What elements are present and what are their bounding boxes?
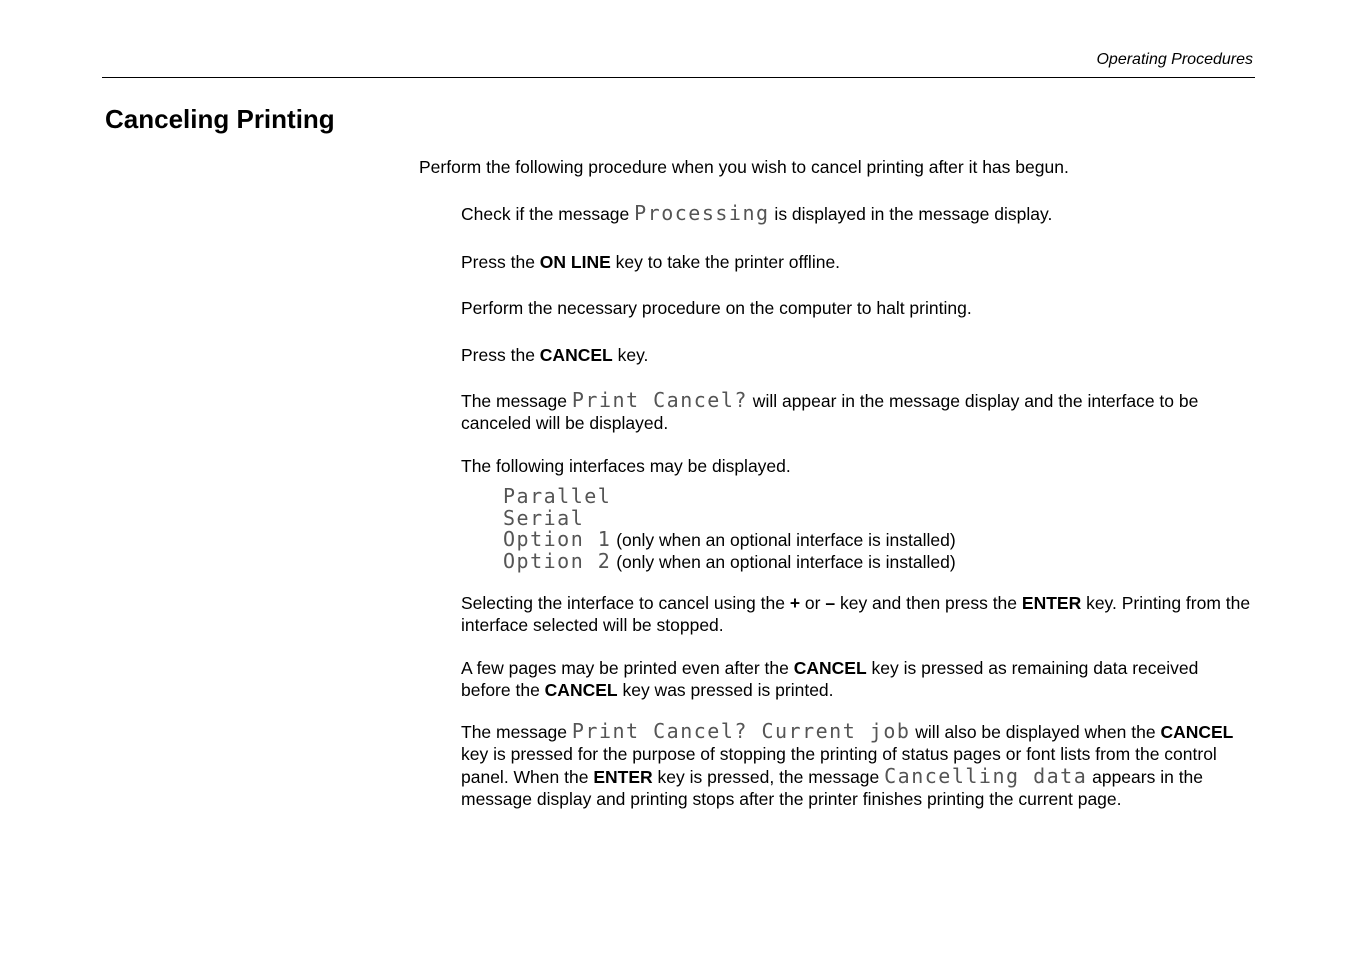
text-run: key is pressed, the message [652, 767, 885, 787]
lcd-message-current-job: Print Cancel? Current job [571, 719, 911, 743]
key-online: ON LINE [539, 252, 611, 272]
text-run: key is pressed as remaining data received before the [461, 658, 1199, 700]
paragraph-current-job [461, 720, 1251, 810]
text-run: Press the [461, 252, 540, 272]
running-header: Operating Procedures [1096, 51, 1253, 68]
text-run: key is pressed for the purpose of stopping the printing of status pages or font lists from the control panel. When the [461, 744, 1217, 787]
lcd-interface-name: Serial [503, 505, 585, 530]
key-cancel: CANCEL [793, 658, 867, 678]
step-interfaces-intro: The following interfaces may be displayed. [461, 456, 791, 476]
step-press-online [461, 251, 1251, 273]
key-enter: ENTER [1021, 593, 1082, 613]
text-run: is displayed in the message display. [769, 204, 1053, 224]
key-enter: ENTER [593, 767, 653, 787]
interface-item-parallel [503, 486, 956, 508]
interface-item-serial [503, 505, 956, 530]
text-run: key. Printing from the interface selected will be stopped. [461, 593, 1251, 635]
header-rule [102, 77, 1255, 78]
text-run: key. [612, 345, 649, 365]
text-run: or [800, 593, 826, 613]
text-run: Selecting the interface to cancel using the [461, 593, 790, 613]
text-run: A few pages may be printed even after the [461, 658, 794, 678]
text-run: will appear in the message display and the interface to be canceled will be displayed. [461, 391, 1199, 433]
text-run: key to take the printer offline. [610, 252, 841, 272]
key-minus: – [825, 593, 836, 613]
text-run: appears in the message display and printing stops after the printer finishes printing the current page. [461, 767, 1204, 809]
text-run: Press the [461, 345, 540, 365]
paragraph-few-pages [461, 657, 1251, 701]
text-run: key and then press the [835, 593, 1022, 613]
lcd-message-cancelling-data: Cancelling data [884, 764, 1088, 788]
lcd-interface-name: Parallel [503, 484, 612, 508]
lcd-interface-name: Option 2 [503, 548, 612, 573]
interface-item-option-1 [503, 529, 956, 551]
key-plus: + [789, 593, 801, 613]
step-halt-printing: Perform the necessary procedure on the computer to halt printing. [461, 298, 972, 318]
text-run: will also be displayed when the [910, 722, 1161, 742]
key-cancel: CANCEL [539, 345, 613, 365]
interface-note: (only when an optional interface is installed) [611, 551, 956, 572]
key-cancel: CANCEL [544, 680, 618, 700]
interface-item-option-2 [503, 548, 956, 573]
step-check-processing [461, 202, 1251, 225]
text-run: key was pressed is printed. [617, 680, 834, 700]
text-run: The message [461, 722, 572, 742]
paragraph-select-interface [461, 592, 1251, 636]
lcd-message-processing: Processing [634, 201, 770, 225]
intro-paragraph: Perform the following procedure when you wish to cancel printing after it has begun. [419, 157, 1069, 177]
lcd-interface-name: Option 1 [503, 527, 612, 551]
lcd-message-print-cancel: Print Cancel? [571, 388, 748, 412]
key-cancel: CANCEL [1160, 722, 1234, 742]
step-press-cancel [461, 344, 1251, 366]
step-print-cancel-message [461, 389, 1251, 434]
text-run: Check if the message [461, 204, 635, 224]
text-run: The message [461, 391, 572, 411]
interface-list [503, 486, 956, 572]
interface-note: (only when an optional interface is installed) [611, 530, 956, 550]
section-title: Canceling Printing [105, 104, 335, 134]
